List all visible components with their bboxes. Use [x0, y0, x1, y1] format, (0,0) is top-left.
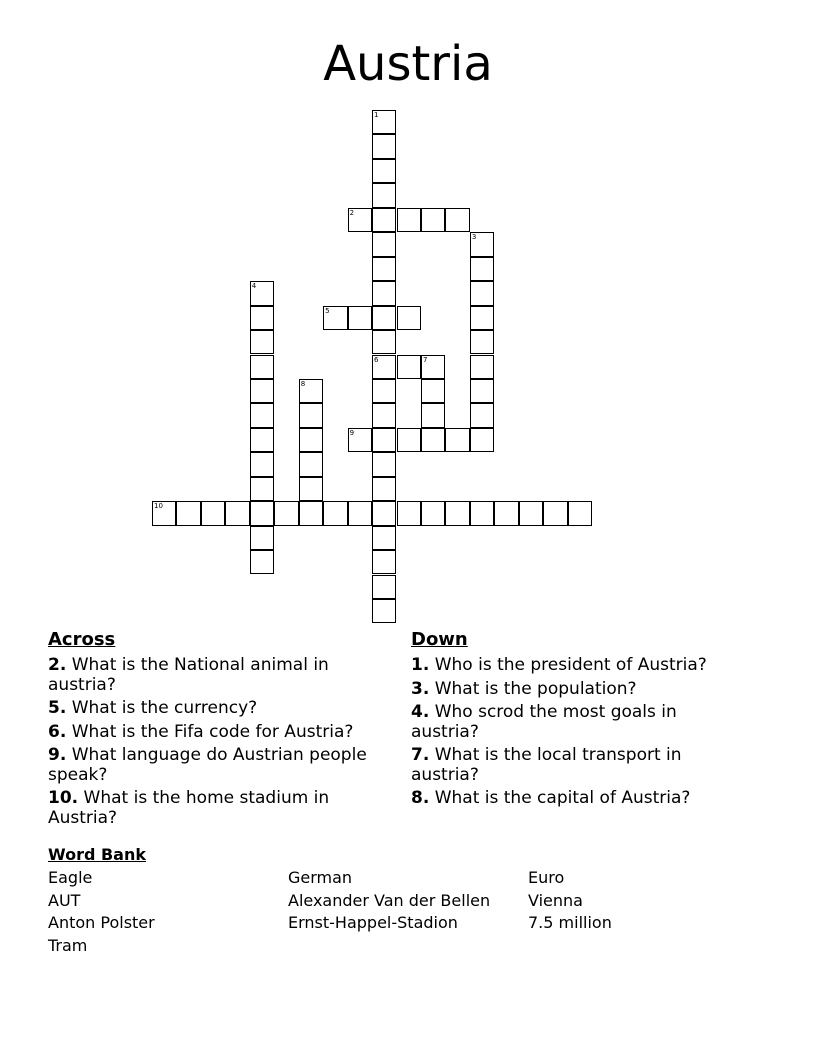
across-clue [48, 723, 388, 743]
grid-cell[interactable] [372, 208, 396, 232]
grid-cell[interactable] [543, 501, 567, 525]
grid-cell[interactable] [323, 501, 347, 525]
cell-number: 5 [325, 306, 330, 315]
across-clue [48, 789, 388, 828]
grid-cell[interactable] [397, 306, 421, 330]
grid-cell[interactable] [372, 526, 396, 550]
clue-text: What is the home stadium in Austria? [48, 788, 330, 828]
across-clues [48, 628, 388, 832]
grid-cell[interactable] [470, 232, 494, 256]
clue-text: What is the currency? [71, 698, 258, 718]
grid-cell[interactable] [397, 428, 421, 452]
clue-number: 9. [48, 745, 67, 765]
grid-cell[interactable] [299, 428, 323, 452]
word-bank-heading: Word Bank [48, 845, 147, 864]
grid-cell[interactable] [299, 403, 323, 427]
grid-cell[interactable] [397, 208, 421, 232]
grid-cell[interactable] [421, 428, 445, 452]
clue-number: 10. [48, 788, 79, 808]
grid-cell[interactable] [176, 501, 200, 525]
across-clue [48, 699, 388, 719]
grid-cell[interactable] [372, 134, 396, 158]
down-clue [411, 703, 741, 742]
clue-text: What is the Fifa code for Austria? [71, 721, 354, 742]
grid-cell[interactable] [299, 379, 323, 403]
grid-cell[interactable] [421, 501, 445, 525]
down-clues [411, 628, 741, 813]
grid-cell[interactable] [372, 379, 396, 403]
word-bank [48, 845, 768, 967]
clue-text: What is the capital of Austria? [434, 788, 691, 808]
down-clue [411, 746, 741, 785]
across-heading: Across [48, 629, 116, 650]
cell-number: 1 [374, 111, 379, 119]
cell-number: 6 [374, 355, 379, 364]
word-bank-item: Tram [48, 935, 88, 955]
grid-cell[interactable] [372, 306, 396, 330]
grid-cell[interactable] [250, 355, 274, 379]
clue-number: 1. [411, 655, 430, 675]
clue-number: 5. [48, 698, 67, 718]
down-clue [411, 656, 741, 676]
grid-cell[interactable] [494, 501, 518, 525]
grid-cell[interactable] [250, 379, 274, 403]
word-bank-column [528, 867, 612, 935]
clue-number: 3. [411, 678, 430, 699]
grid-cell[interactable] [250, 526, 274, 550]
grid-cell[interactable] [250, 281, 274, 305]
grid-cell[interactable] [470, 330, 494, 354]
grid-cell[interactable] [445, 428, 469, 452]
cell-number: 7 [422, 355, 428, 364]
clue-number: 8. [411, 788, 430, 808]
grid-cell[interactable] [299, 501, 323, 525]
grid-cell[interactable] [372, 403, 396, 427]
grid-cell[interactable] [250, 452, 274, 476]
grid-cell[interactable] [397, 355, 421, 379]
grid-cell[interactable] [421, 208, 445, 232]
cell-number: 8 [300, 379, 306, 388]
grid-cell[interactable] [348, 208, 372, 232]
grid-cell[interactable] [250, 477, 274, 501]
clue-text: Who is the president of Austria? [434, 655, 707, 675]
grid-cell[interactable] [348, 428, 372, 452]
grid-cell[interactable] [372, 183, 396, 207]
word-bank-item: Vienna [528, 890, 583, 910]
down-heading: Down [411, 629, 468, 650]
word-bank-column [288, 867, 490, 935]
grid-cell[interactable] [421, 379, 445, 403]
clue-text: What is the local transport in austria? [411, 745, 682, 785]
grid-cell[interactable] [372, 330, 396, 354]
grid-cell[interactable] [299, 452, 323, 476]
grid-cell[interactable] [372, 159, 396, 183]
grid-cell[interactable] [372, 281, 396, 305]
grid-cell[interactable] [372, 477, 396, 501]
grid-cell[interactable] [519, 501, 543, 525]
clue-number: 6. [48, 721, 67, 742]
grid-cell[interactable] [372, 232, 396, 256]
grid-cell[interactable] [348, 306, 372, 330]
word-bank-item: Ernst-Happel-Stadion [288, 913, 458, 932]
across-clue [48, 746, 388, 785]
grid-cell[interactable] [250, 403, 274, 427]
grid-cell[interactable] [397, 501, 421, 525]
grid-cell[interactable] [421, 403, 445, 427]
word-bank-item: German [288, 868, 353, 887]
grid-cell[interactable] [421, 355, 445, 379]
grid-cell[interactable] [470, 501, 494, 525]
grid-cell[interactable] [372, 501, 396, 525]
clue-number: 4. [411, 702, 430, 722]
clue-number: 2. [48, 655, 67, 675]
grid-cell[interactable] [372, 428, 396, 452]
clue-text: Who scrod the most goals in austria? [411, 702, 677, 742]
word-bank-item: 7.5 million [528, 913, 612, 932]
word-bank-item: Euro [528, 868, 565, 887]
cell-number: 9 [349, 428, 355, 437]
grid-cell[interactable] [372, 550, 396, 574]
grid-cell[interactable] [372, 452, 396, 476]
grid-cell[interactable] [299, 477, 323, 501]
grid-cell[interactable] [250, 550, 274, 574]
grid-cell[interactable] [470, 257, 494, 281]
grid-cell[interactable] [568, 501, 592, 525]
clue-text: What is the National animal in austria? [48, 655, 329, 695]
clue-number: 7. [411, 745, 430, 765]
grid-cell[interactable] [470, 306, 494, 330]
cell-number: 3 [471, 233, 477, 242]
grid-cell[interactable] [250, 501, 274, 525]
grid-cell[interactable] [470, 379, 494, 403]
grid-cell[interactable] [445, 501, 469, 525]
grid-cell[interactable] [372, 599, 396, 623]
cell-number: 10 [154, 502, 163, 511]
grid-cell[interactable] [470, 355, 494, 379]
grid-cell[interactable] [201, 501, 225, 525]
word-bank-item: Eagle [48, 868, 93, 887]
word-bank-column [48, 867, 155, 957]
grid-cell[interactable] [470, 281, 494, 305]
grid-cell[interactable] [470, 428, 494, 452]
grid-cell[interactable] [250, 330, 274, 354]
grid-cell[interactable] [372, 257, 396, 281]
grid-cell[interactable] [323, 306, 347, 330]
grid-cell[interactable] [372, 355, 396, 379]
word-bank-item: Alexander Van der Bellen [288, 890, 491, 910]
grid-cell[interactable] [470, 403, 494, 427]
word-bank-item: Anton Polster [48, 913, 155, 932]
word-bank-item: AUT [48, 890, 81, 910]
grid-cell[interactable] [274, 501, 298, 525]
grid-cell[interactable] [250, 306, 274, 330]
page-title: Austria [323, 36, 493, 92]
clue-text: What language do Austrian people speak? [48, 745, 367, 785]
clue-text: What is the population? [434, 678, 637, 699]
grid-cell[interactable] [372, 575, 396, 599]
down-clue [411, 680, 741, 700]
grid-cell[interactable] [152, 501, 176, 525]
across-clue [48, 656, 388, 695]
down-clue [411, 789, 741, 809]
grid-cell[interactable] [250, 428, 274, 452]
cell-number: 2 [349, 208, 355, 217]
grid-cell[interactable] [348, 501, 372, 525]
cell-number: 4 [251, 282, 257, 291]
grid-cell[interactable] [445, 208, 469, 232]
grid-cell[interactable] [372, 110, 396, 134]
grid-cell[interactable] [225, 501, 249, 525]
